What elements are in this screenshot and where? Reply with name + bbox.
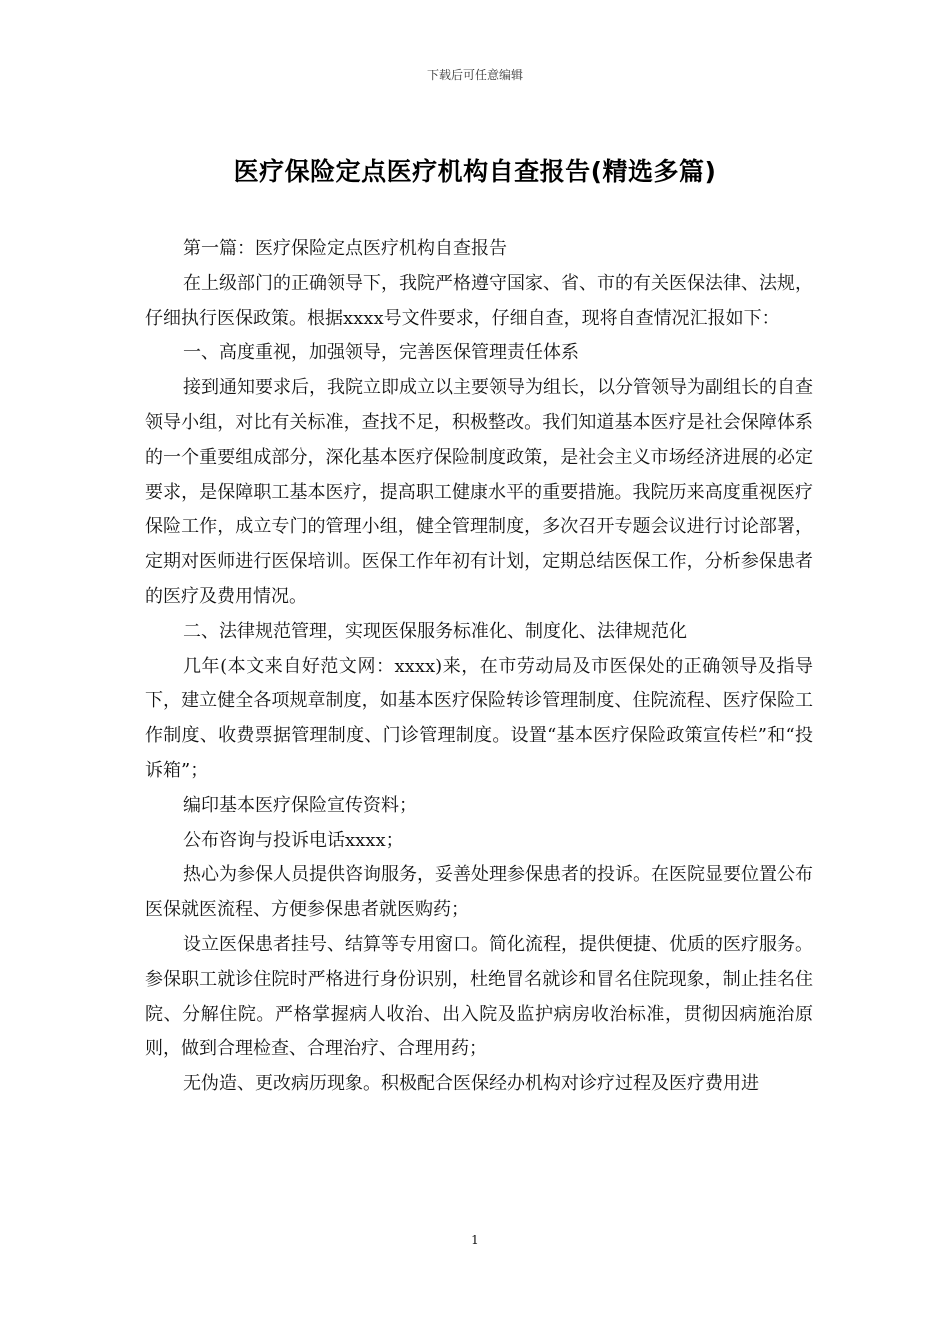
- paragraph: 无伪造、更改病历现象。积极配合医保经办机构对诊疗过程及医疗费用进: [183, 1073, 759, 1095]
- section-heading: 一、高度重视，加强领导，完善医保管理责任体系: [183, 342, 579, 364]
- paragraph: 第一篇：医疗保险定点医疗机构自查报告: [183, 238, 507, 259]
- section-heading: 二、法律规范管理，实现医保服务标准化、制度化、法律规范化: [183, 620, 687, 642]
- paragraph: 公布咨询与投诉电话xxxx；: [183, 829, 404, 851]
- document-title: 医疗保险定点医疗机构自查报告(精选多篇): [233, 157, 717, 186]
- paragraph: 几年(本文来自好范文网：xxxx)来，在市劳动局及市医保处的正确领导及指导下，建立健全各项规章制度，如基本医疗保险转诊管理制度、住院流程、医疗保险工作制度、收费票据管理制度、门诊管理制度。设置“基本医疗保险政策宣传栏”和“投诉箱”；: [145, 655, 813, 781]
- paragraph: 热心为参保人员提供咨询服务，妥善处理参保患者的投诉。在医院显要位置公布医保就医流程、方便参保患者就医购药；: [145, 864, 813, 921]
- paragraph: 在上级部门的正确领导下，我院严格遵守国家、省、市的有关医保法律、法规，仔细执行医保政策。根据xxxx号文件要求，仔细自查，现将自查情况汇报如下：: [145, 272, 813, 329]
- paragraph: 接到通知要求后，我院立即成立以主要领导为组长，以分管领导为副组长的自查领导小组，对比有关标准，查找不足，积极整改。我们知道基本医疗是社会保障体系的一个重要组成部分，深化基本医疗保险制度政策，是社会主义市场经济进展的必定要求，是保障职工基本医疗，提高职工健康水平的重要措施。我院历来高度重视医疗保险工作，成立专门的管理小组，健全管理制度，多次召开专题会议进行讨论部署，定期对医师进行医保培训。医保工作年初有计划，定期总结医保工作，分析参保患者的医疗及费用情况。: [145, 377, 813, 607]
- header-note: 下载后可任意编辑: [426, 68, 523, 82]
- document-body: [145, 232, 813, 1102]
- paragraph: 编印基本医疗保险宣传资料；: [183, 794, 417, 816]
- page-number: 1: [471, 1233, 479, 1247]
- paragraph: 设立医保患者挂号、结算等专用窗口。简化流程，提供便捷、优质的医疗服务。参保职工就诊住院时严格进行身份识别，杜绝冒名就诊和冒名住院现象，制止挂名住院、分解住院。严格掌握病人收治、出入院及监护病房收治标准，贯彻因病施治原则，做到合理检查、合理治疗、合理用药；: [145, 933, 813, 1060]
